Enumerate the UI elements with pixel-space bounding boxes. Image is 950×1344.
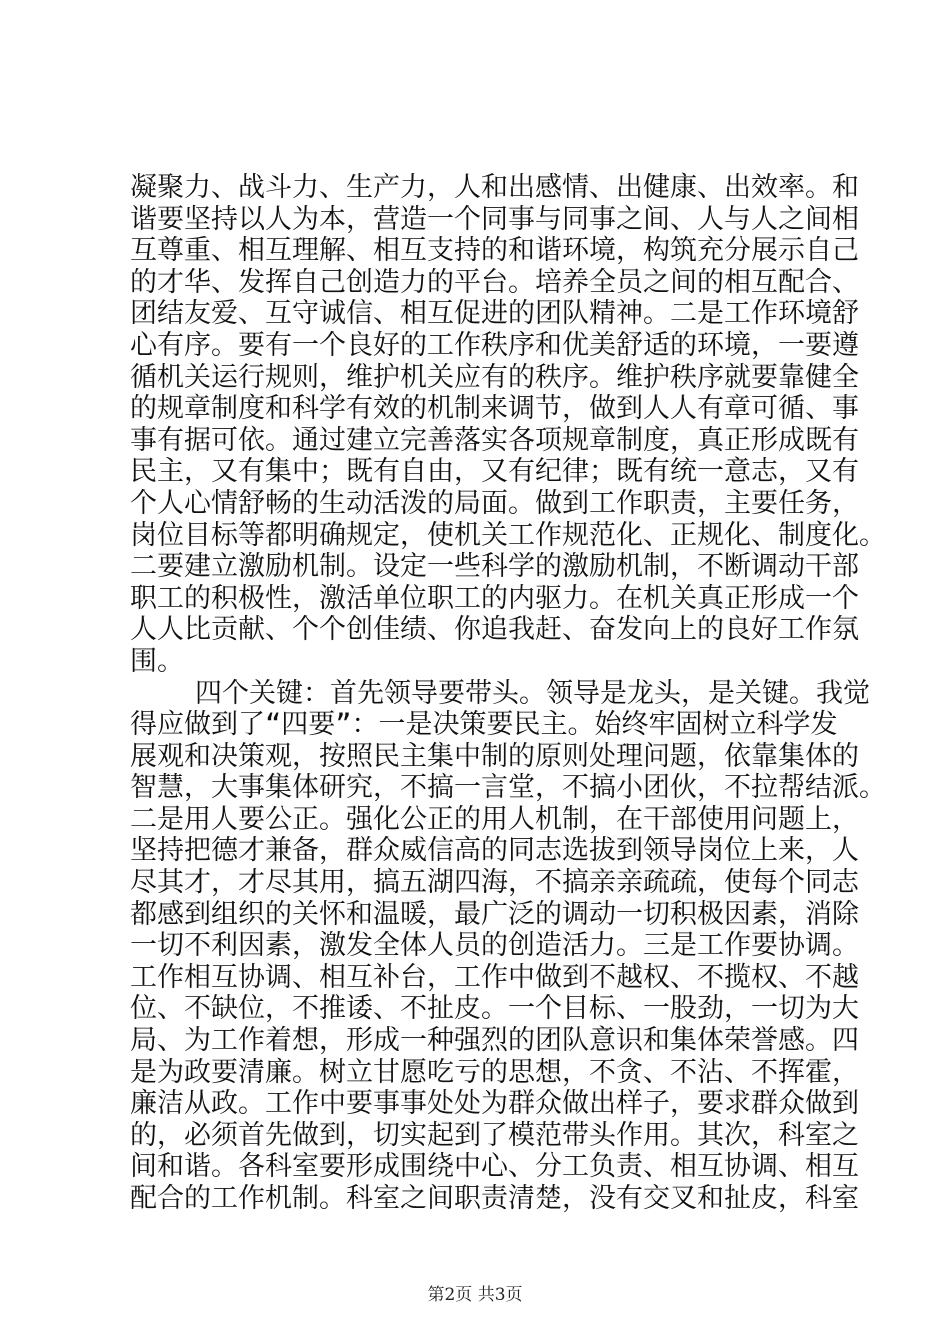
text-line: 廉洁从政。工作中要事事处处为群众做出样子，要求群众做到 [130, 1088, 859, 1120]
text-line: 二是用人要公正。强化公正的用人机制，在干部使用问题上， [130, 803, 859, 835]
text-line: 互尊重、相互理解、相互支持的和谐环境，构筑充分展示自己 [130, 235, 859, 267]
text-line: 局、为工作着想，形成一种强烈的团队意识和集体荣誉感。四 [130, 1025, 859, 1057]
text-line: 民主，又有集中；既有自由，又有纪律；既有统一意志，又有 [130, 456, 859, 488]
text-line: 凝聚力、战斗力、生产力，人和出感情、出健康、出效率。和 [130, 172, 859, 203]
text-line: 尽其才，才尽其用，搞五湖四海，不搞亲亲疏疏，使每个同志 [130, 867, 859, 899]
text-line: 位、不缺位，不推诿、不扯皮。一个目标、一股劲，一切为大 [130, 993, 859, 1025]
text-line: 团结友爱、互守诚信、相互促进的团队精神。二是工作环境舒 [130, 298, 859, 330]
text-line: 四个关键：首先领导要带头。领导是龙头，是关键。我觉 [130, 677, 871, 709]
text-line: 个人心情舒畅的生动活泼的局面。做到工作职责，主要任务， [130, 487, 859, 519]
text-line: 一切不利因素，激发全体人员的创造活力。三是工作要协调。 [130, 930, 859, 962]
text-line: 是为政要清廉。树立甘愿吃亏的思想，不贪、不沾、不挥霍， [130, 1056, 859, 1088]
text-line: 的规章制度和科学有效的机制来调节，做到人人有章可循、事 [130, 393, 859, 425]
text-line: 得应做到了“四要”：一是决策要民主。始终牢固树立科学发 [130, 709, 838, 741]
text-line: 人人比贡献、个个创佳绩、你追我赶、奋发向上的良好工作氛 [130, 614, 859, 646]
text-line: 配合的工作机制。科室之间职责清楚，没有交叉和扯皮，科室 [130, 1183, 859, 1214]
text-line: 事有据可依。通过建立完善落实各项规章制度，真正形成既有 [130, 424, 859, 456]
text-line: 的才华、发挥自己创造力的平台。培养全员之间的相互配合、 [130, 266, 859, 298]
text-line: 二要建立激励机制。设定一些科学的激励机制，不断调动干部 [130, 551, 859, 583]
body-text [130, 172, 886, 1215]
text-line: 工作相互协调、相互补台，工作中做到不越权、不揽权、不越 [130, 961, 859, 993]
text-line: 心有序。要有一个良好的工作秩序和优美舒适的环境，一要遵 [130, 329, 859, 361]
text-line: 谐要坚持以人为本，营造一个同事与同事之间、人与人之间相 [130, 203, 859, 235]
text-line: 坚持把德才兼备，群众威信高的同志选拔到领导岗位上来，人 [130, 835, 859, 867]
text-line: 职工的积极性，激活单位职工的内驱力。在机关真正形成一个 [130, 582, 859, 614]
text-line: 展观和决策观，按照民主集中制的原则处理问题，依靠集体的 [130, 740, 859, 772]
text-line: 都感到组织的关怀和温暖，最广泛的调动一切积极因素，消除 [130, 898, 859, 930]
page-footer: 第2页 共3页 [427, 1285, 523, 1305]
text-line: 智慧，大事集体研究，不搞一言堂，不搞小团伙，不拉帮结派。 [130, 772, 886, 804]
text-line: 岗位目标等都明确规定，使机关工作规范化、正规化、制度化。 [130, 519, 886, 551]
text-line: 循机关运行规则，维护机关应有的秩序。维护秩序就要靠健全 [130, 361, 859, 393]
text-line: 间和谐。各科室要形成围绕中心、分工负责、相互协调、相互 [130, 1151, 859, 1183]
text-line: 围。 [130, 645, 184, 677]
text-line: 的，必须首先做到，切实起到了模范带头作用。其次，科室之 [130, 1119, 859, 1151]
